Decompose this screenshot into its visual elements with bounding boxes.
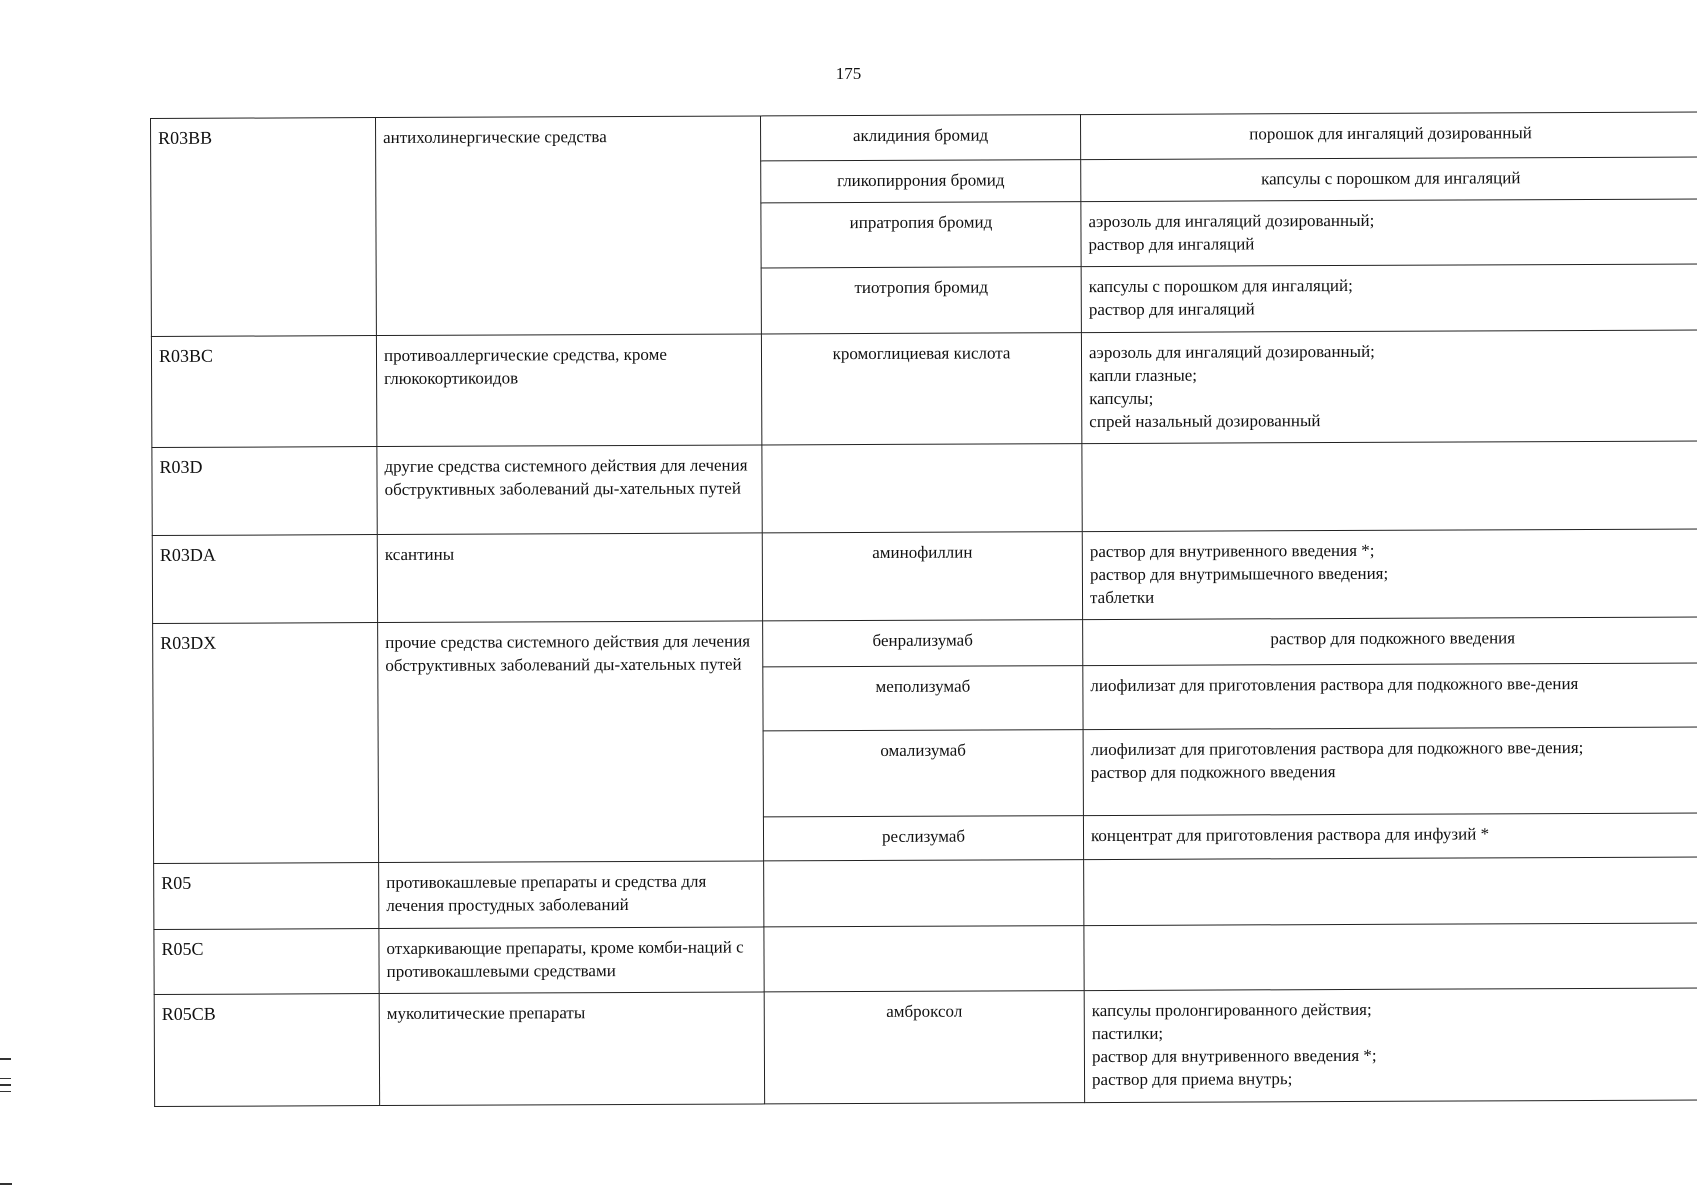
drug-name-cell: ипратропия бромид: [761, 202, 1081, 268]
drug-name-cell: [764, 926, 1084, 992]
dosage-form-cell: [1082, 441, 1697, 532]
drug-name-cell: кромоглициевая кислота: [761, 333, 1081, 445]
table-row: [151, 112, 1697, 163]
margin-mark: [0, 1058, 11, 1060]
group-name-cell: муколитические препараты: [379, 992, 764, 1106]
group-name-cell: противокашлевые препараты и средства для лечения простудных заболеваний: [379, 861, 764, 929]
dosage-form-line: капли глазные;: [1089, 365, 1198, 386]
table-row: [152, 529, 1697, 623]
dosage-form-line: раствор для приема внутрь;: [1091, 1069, 1293, 1090]
drug-name-cell: амброксол: [764, 991, 1084, 1104]
atc-code-cell: R03D: [152, 447, 377, 536]
dosage-form-cell: [1084, 857, 1697, 926]
dosage-form-cell: [1081, 264, 1697, 333]
margin-mark: [0, 1091, 11, 1093]
margin-marks: [0, 1058, 14, 1097]
dosage-form-line: раствор для ингаляций: [1088, 299, 1255, 320]
group-name-cell: другие средства системного действия для лечения обструктивных заболеваний ды-хательных путей: [377, 445, 762, 535]
dosage-form-line: раствор для подкожного введения: [1270, 628, 1516, 649]
dosage-form-line: аэрозоль для ингаляций дозированный;: [1088, 341, 1375, 363]
drug-name-cell: гликопиррония бромид: [761, 160, 1081, 203]
atc-code-cell: R03DX: [153, 623, 379, 864]
table-row: [154, 923, 1697, 994]
group-name-cell: отхаркивающие препараты, кроме комби-наций с противокашлевыми средствами: [379, 927, 764, 994]
atc-code-cell: R05: [154, 863, 379, 930]
dosage-form-line: раствор для внутривенного введения *;: [1091, 1045, 1377, 1067]
dosage-form-line: капсулы;: [1089, 388, 1154, 409]
dosage-form-cell: [1081, 330, 1697, 444]
dosage-form-line: порошок для ингаляций дозированный: [1249, 123, 1532, 144]
dosage-form-cell: [1080, 112, 1697, 160]
table-row: [151, 330, 1697, 447]
dosage-form-line: раствор для внутривенного введения *;: [1089, 540, 1375, 562]
margin-mark: [0, 1183, 12, 1185]
dosage-form-line: капсулы с порошком для ингаляций;: [1088, 275, 1353, 297]
atc-code-cell: R03DA: [152, 535, 377, 624]
margin-mark: [0, 1084, 11, 1086]
atc-code-cell: R03BC: [151, 336, 376, 448]
drug-name-cell: бенрализумаб: [763, 620, 1083, 667]
dosage-form-line: спрей назальный дозированный: [1089, 411, 1321, 432]
drug-name-cell: аминофиллин: [762, 532, 1082, 621]
margin-mark: [0, 1078, 11, 1080]
dosage-form-line: пастилки;: [1091, 1023, 1164, 1044]
dosage-form-cell: [1084, 988, 1697, 1103]
dosage-form-cell: [1081, 157, 1697, 202]
table-row: [152, 441, 1697, 535]
dosage-form-line: капсулы пролонгированного действия;: [1091, 999, 1372, 1021]
atc-code-cell: R03BB: [151, 118, 377, 337]
dosage-form-line: концентрат для приготовления раствора для инфузий *: [1090, 824, 1490, 846]
dosage-form-cell: [1083, 663, 1697, 730]
dosage-form-line: лиофилизат для приготовления раствора для подкожного вве-дения;: [1090, 738, 1584, 760]
group-name-cell: противоаллергические средства, кроме глюкокортикоидов: [376, 334, 761, 447]
dosage-form-cell: [1082, 529, 1697, 620]
atc-code-cell: R05CB: [154, 994, 379, 1107]
dosage-form-line: таблетки: [1089, 587, 1155, 608]
drug-name-cell: [764, 860, 1084, 927]
dosage-form-line: раствор для внутримышечного введения;: [1089, 563, 1389, 585]
drug-name-cell: [762, 444, 1082, 533]
page-number: 175: [835, 64, 862, 83]
drug-name-cell: реслизумаб: [763, 816, 1083, 861]
table-row: [153, 617, 1697, 669]
table-row: [154, 857, 1697, 929]
dosage-form-cell: [1083, 813, 1697, 860]
dosage-form-line: раствор для ингаляций: [1088, 234, 1255, 255]
medication-table-container: [150, 112, 1697, 1107]
medication-table: [150, 112, 1697, 1107]
drug-name-cell: меполизумаб: [763, 666, 1083, 731]
group-name-cell: прочие средства системного действия для лечения обструктивных заболеваний ды-хательных путей: [378, 621, 764, 863]
group-name-cell: ксантины: [377, 533, 762, 623]
atc-code-cell: R05C: [154, 929, 379, 995]
dosage-form-cell: [1084, 923, 1697, 991]
group-name-cell: антихолинергические средства: [376, 116, 762, 336]
dosage-form-line: аэрозоль для ингаляций дозированный;: [1088, 210, 1375, 232]
dosage-form-line: капсулы с порошком для ингаляций: [1261, 168, 1521, 189]
table-row: [154, 988, 1697, 1106]
drug-name-cell: тиотропия бромид: [761, 267, 1081, 334]
drug-name-cell: омализумаб: [763, 730, 1083, 817]
dosage-form-cell: [1083, 727, 1697, 816]
drug-name-cell: аклидиния бромид: [760, 115, 1080, 161]
dosage-form-cell: [1081, 199, 1697, 267]
dosage-form-line: лиофилизат для приготовления раствора для подкожного вве-дения: [1090, 674, 1579, 696]
dosage-form-line: раствор для подкожного введения: [1090, 762, 1336, 783]
dosage-form-cell: [1083, 617, 1697, 666]
